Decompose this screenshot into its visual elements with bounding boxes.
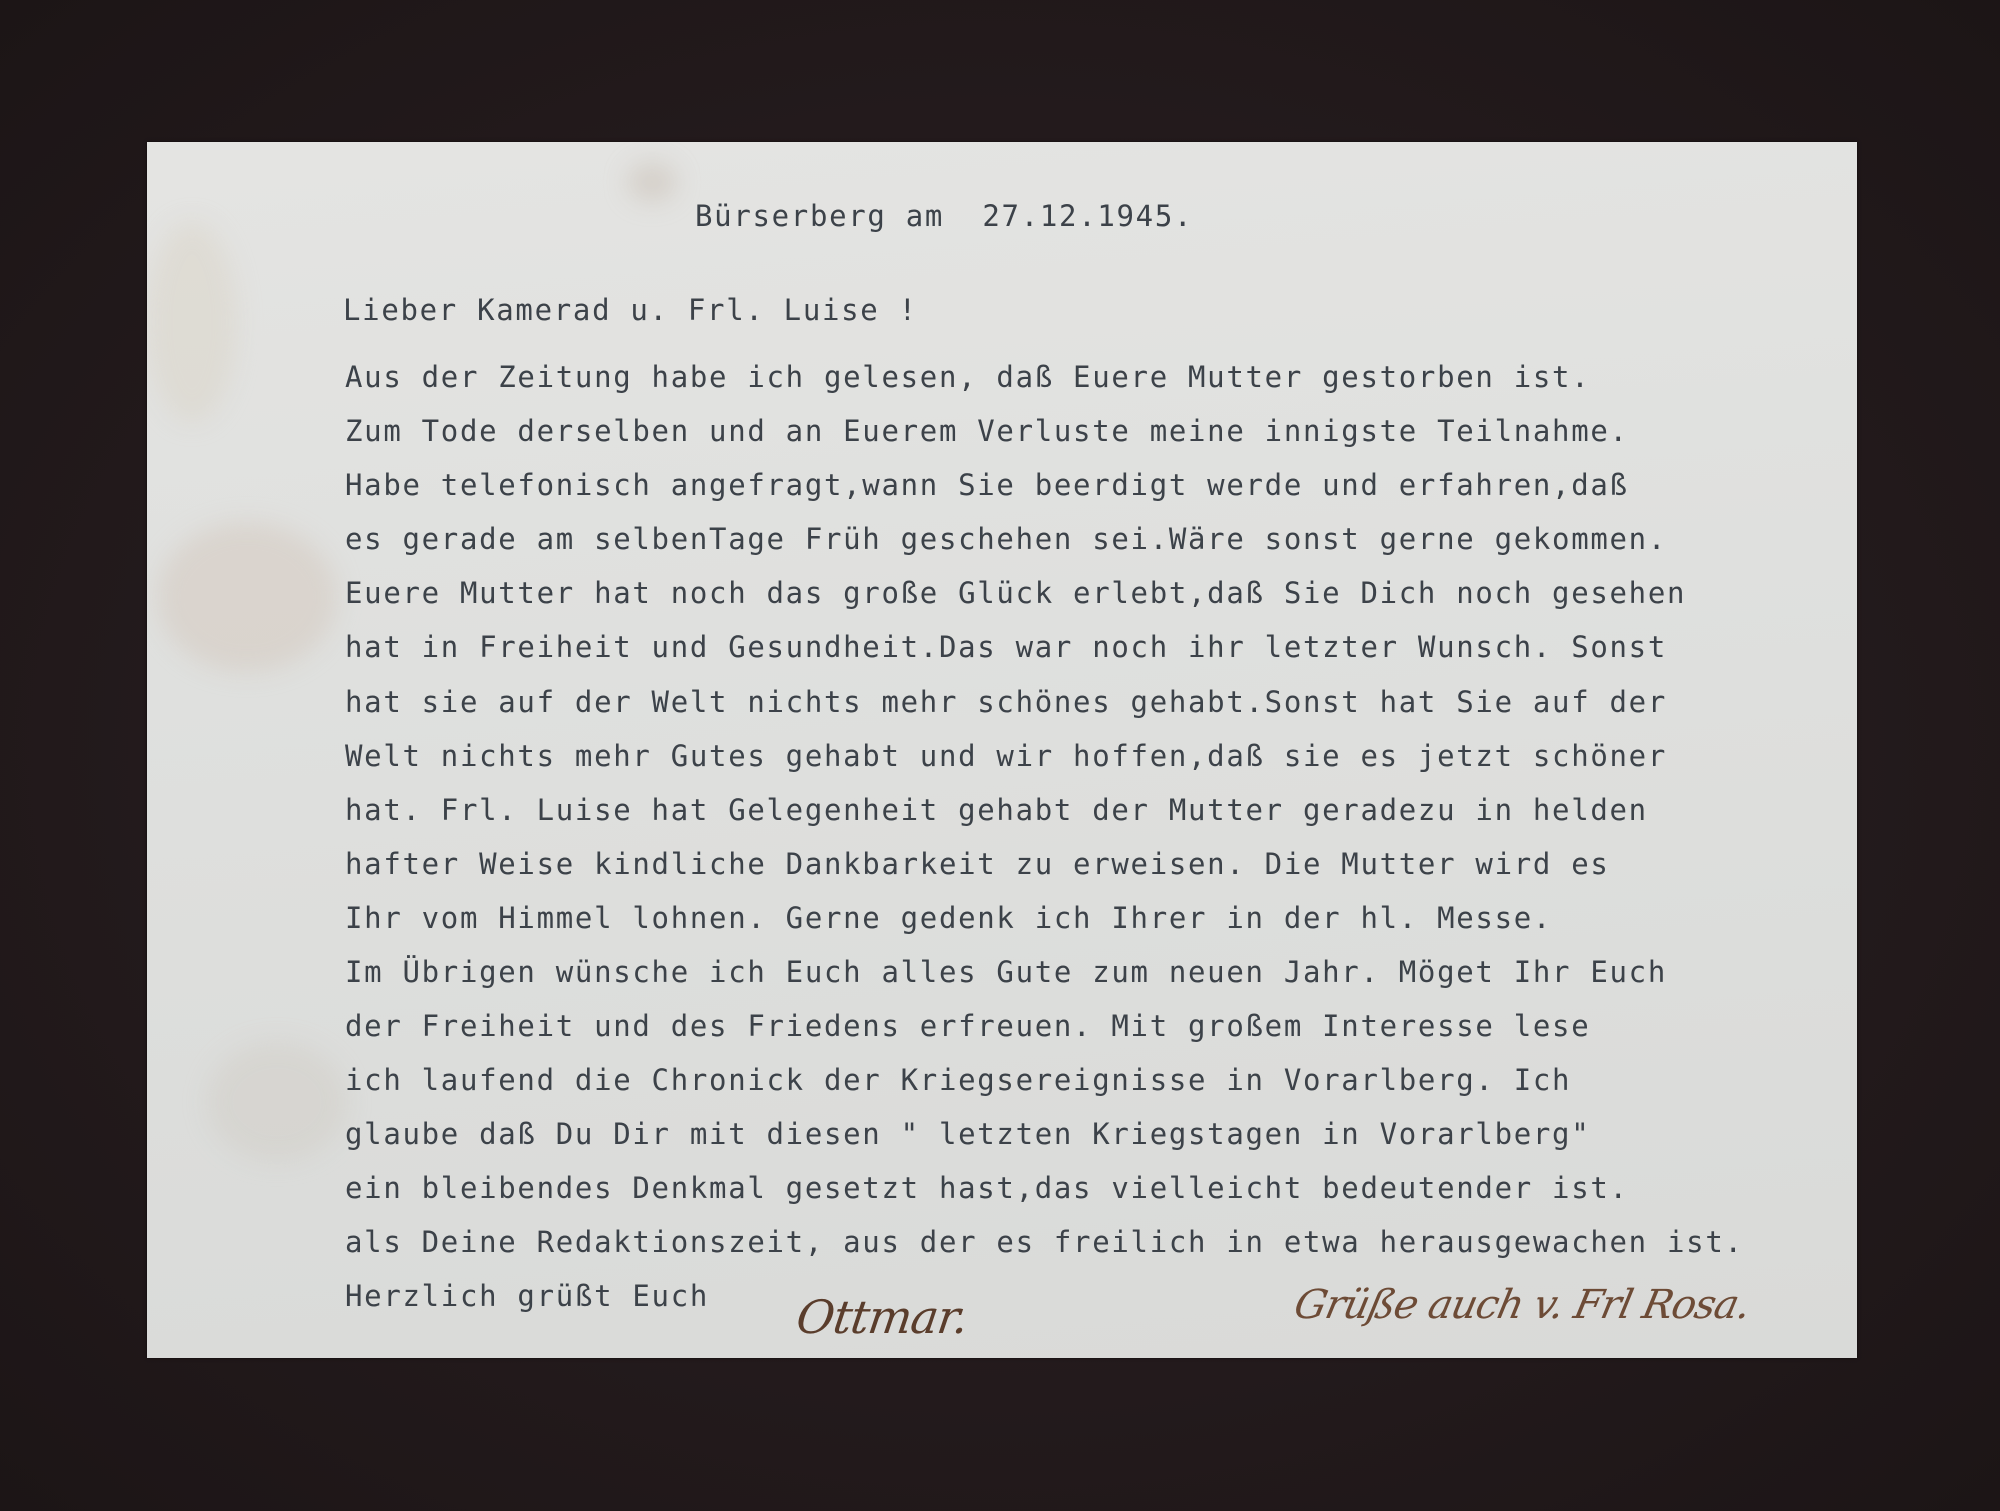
letter-body-line: als Deine Redaktionszeit, aus der es freilich in etwa herausgewachen ist.	[345, 1225, 1744, 1259]
letter-body-line: hafter Weise kindliche Dankbarkeit zu erweisen. Die Mutter wird es	[345, 847, 1610, 881]
letter-body-line: Aus der Zeitung habe ich gelesen, daß Euere Mutter gestorben ist.	[345, 360, 1591, 394]
handwritten-signature: Ottmar.	[793, 1290, 972, 1344]
paper-stain	[147, 222, 237, 422]
letter-body-line: ich laufend die Chronick der Kriegsereignisse in Vorarlberg. Ich	[345, 1063, 1572, 1097]
letter-body-line: Ihr vom Himmel lohnen. Gerne gedenk ich Ihrer in der hl. Messe.	[345, 901, 1553, 935]
letter-body-line: hat sie auf der Welt nichts mehr schönes gehabt.Sonst hat Sie auf der	[345, 685, 1668, 719]
letter-body-line: Welt nichts mehr Gutes gehabt und wir hoffen,daß sie es jetzt schöner	[345, 739, 1668, 773]
paper-stain	[207, 1042, 347, 1162]
handwritten-postscript: Grüße auch v. Frl Rosa.	[1290, 1282, 1755, 1328]
letter-body-line: Habe telefonisch angefragt,wann Sie beerdigt werde und erfahren,daß	[345, 468, 1629, 502]
letter-body-line: es gerade am selbenTage Früh geschehen sei.Wäre sonst gerne gekommen.	[345, 522, 1668, 556]
letter-body-line: der Freiheit und des Friedens erfreuen. Mit großem Interesse lese	[345, 1009, 1591, 1043]
letter-greeting: Lieber Kamerad u. Frl. Luise !	[343, 293, 918, 327]
letter-body-line: glaube daß Du Dir mit diesen " letzten Kriegstagen in Vorarlberg"	[345, 1117, 1591, 1151]
letter-body-line: Zum Tode derselben und an Euerem Verluste meine innigste Teilnahme.	[345, 414, 1629, 448]
paper-stain	[157, 522, 337, 672]
letter-body-line: hat in Freiheit und Gesundheit.Das war noch ihr letzter Wunsch. Sonst	[345, 630, 1668, 664]
letter-body-line: Euere Mutter hat noch das große Glück erlebt,daß Sie Dich noch gesehen	[345, 576, 1687, 610]
paper-stain	[627, 162, 677, 202]
letter-body-line: ein bleibendes Denkmal gesetzt hast,das vielleicht bedeutender ist.	[345, 1171, 1629, 1205]
letter-body-line: Im Übrigen wünsche ich Euch alles Gute zum neuen Jahr. Möget Ihr Euch	[345, 955, 1668, 989]
typed-letter	[147, 142, 1857, 1358]
letter-closing-line: Herzlich grüßt Euch	[345, 1279, 710, 1313]
letter-body-line: hat. Frl. Luise hat Gelegenheit gehabt der Mutter geradezu in helden	[345, 793, 1648, 827]
letter-date-line: Bürserberg am 27.12.1945.	[695, 199, 1194, 233]
